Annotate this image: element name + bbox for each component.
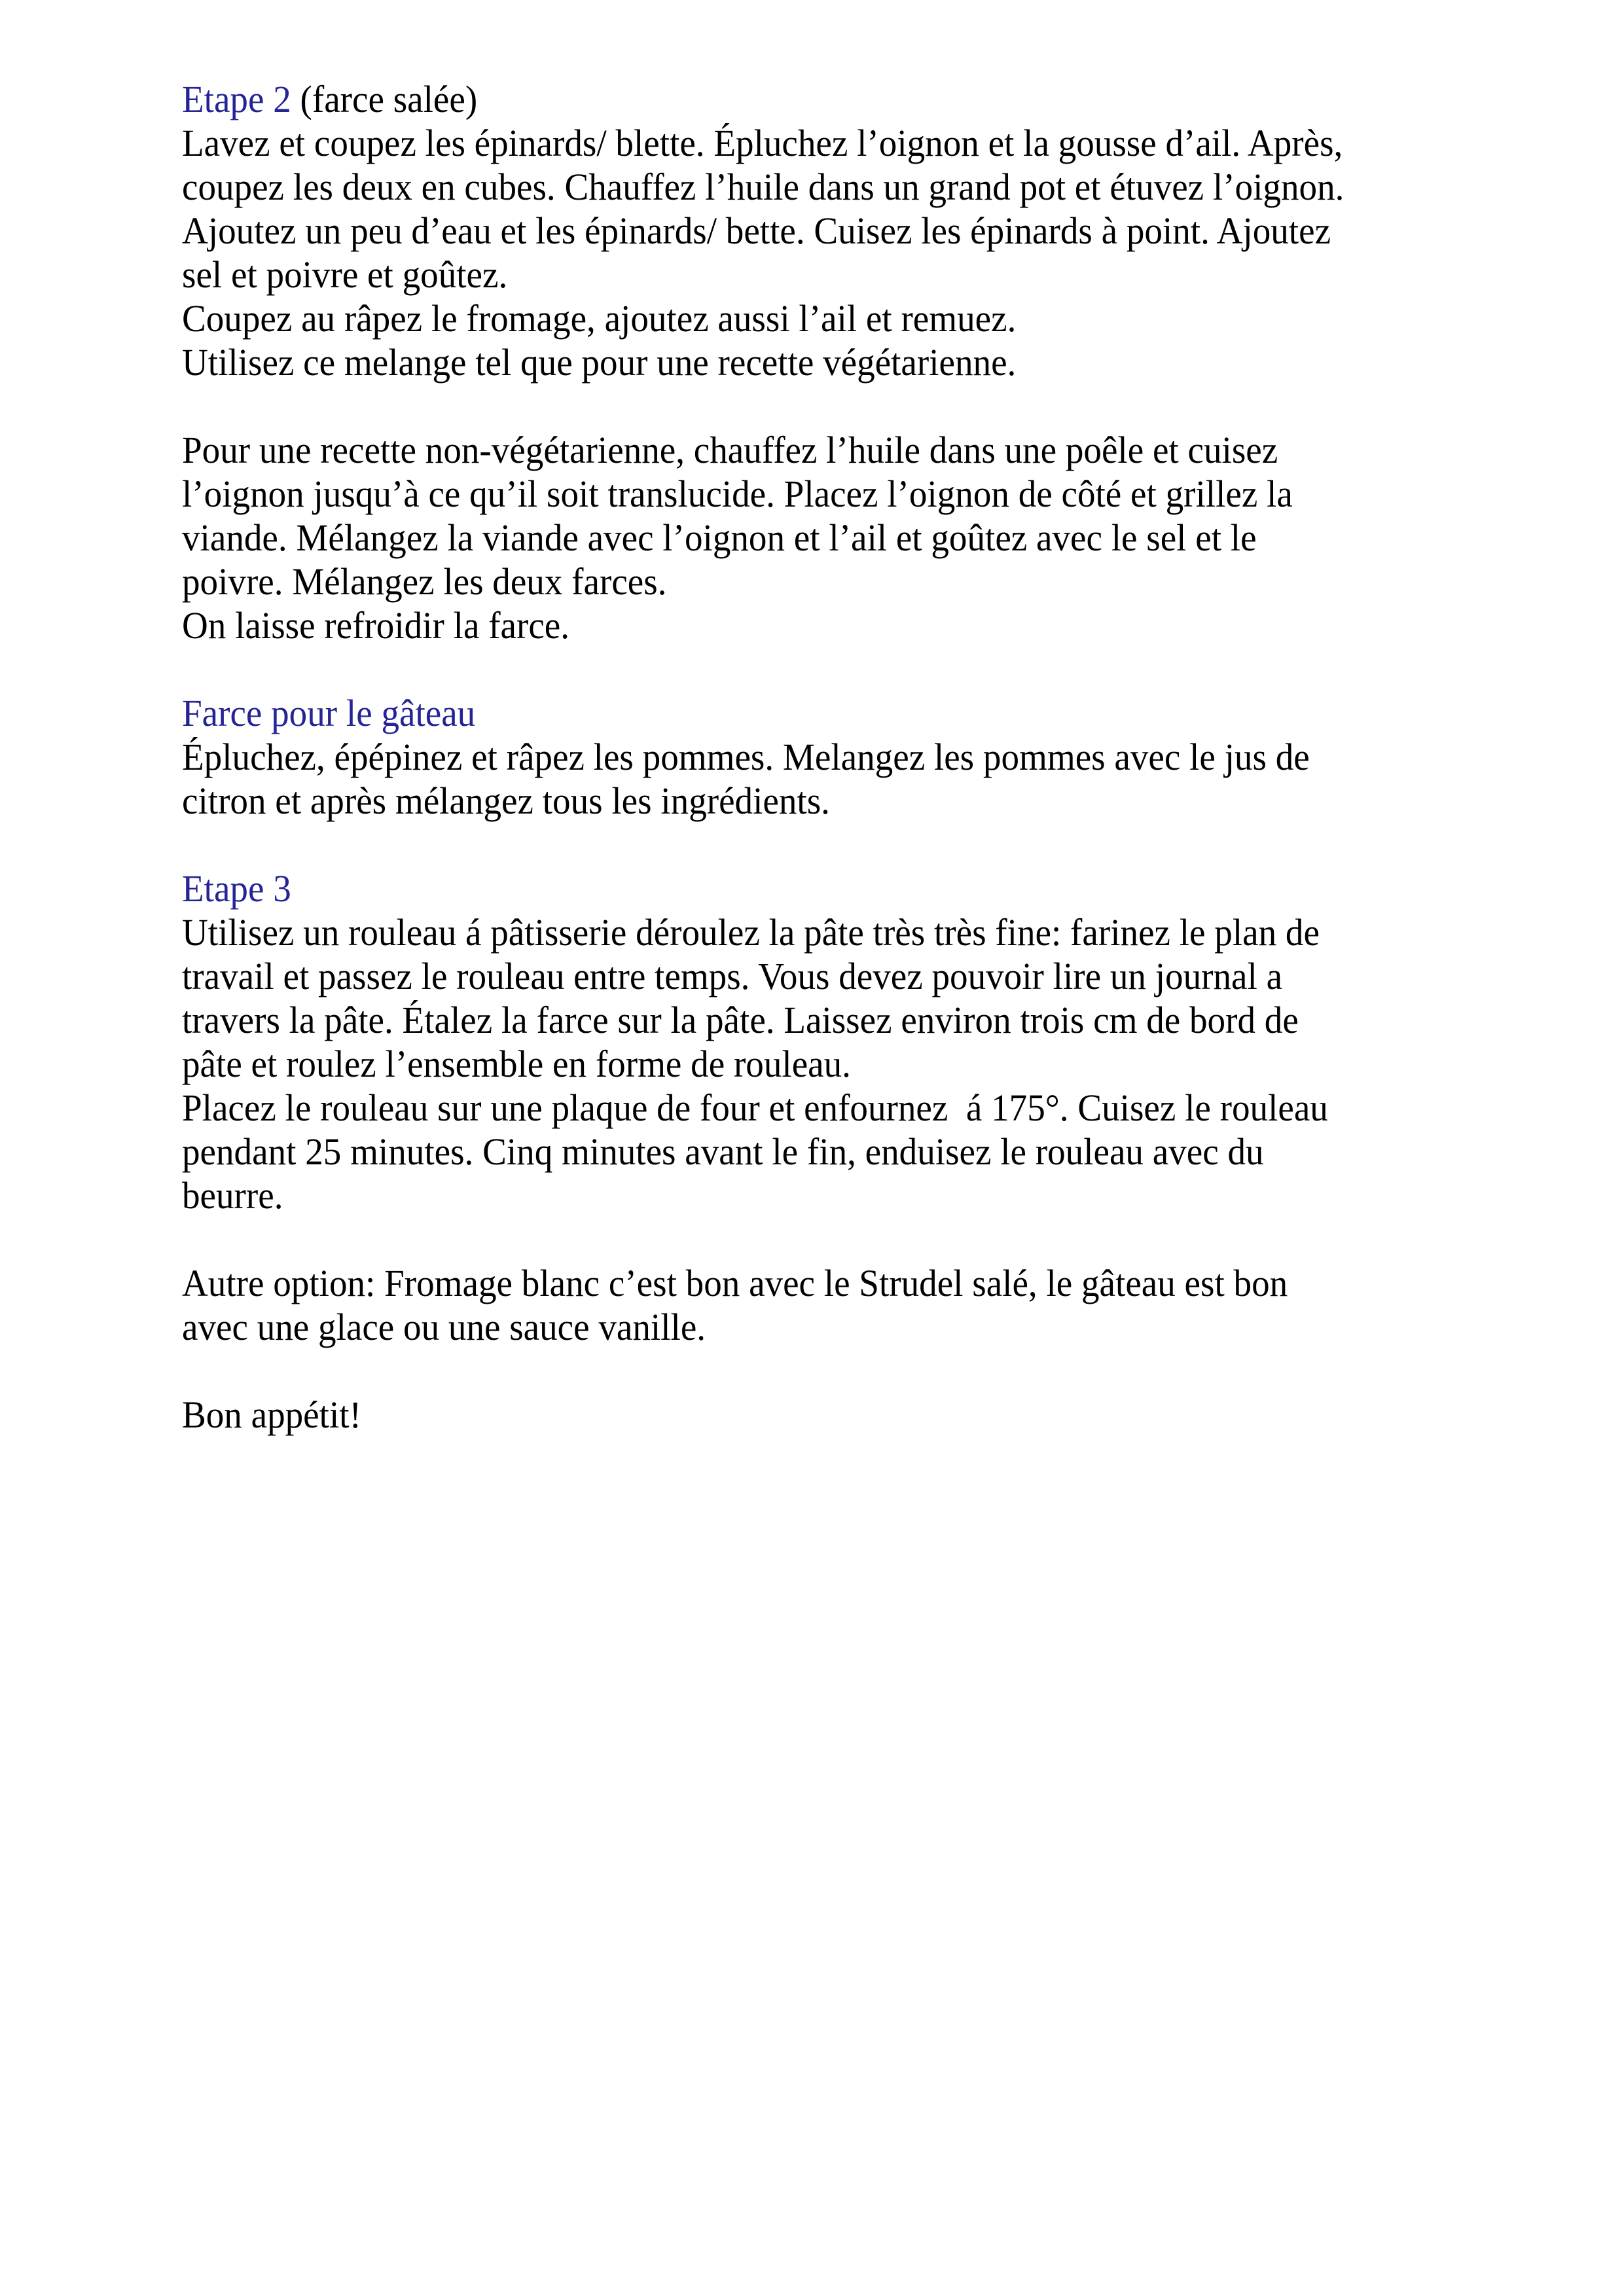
- text-line: l’oignon jusqu’à ce qu’il soit translucide. Placez l’oignon de côté et grillez la: [182, 473, 1293, 515]
- text-line: Pour une recette non-végétarienne, chauffez l’huile dans une poêle et cuisez: [182, 429, 1278, 471]
- text-line: travers la pâte. Étalez la farce sur la pâte. Laissez environ trois cm de bord de: [182, 999, 1299, 1041]
- blank-line: [182, 823, 1445, 867]
- text-line: coupez les deux en cubes. Chauffez l’huile dans un grand pot et étuvez l’oignon.: [182, 166, 1344, 208]
- text-line: poivre. Mélangez les deux farces.: [182, 560, 667, 603]
- blank-line: [182, 384, 1445, 428]
- blank-line: [182, 1217, 1445, 1261]
- text-line: Coupez au râpez le fromage, ajoutez aussi l’ail et remuez.: [182, 297, 1017, 340]
- text-line: Utilisez un rouleau á pâtisserie déroulez la pâte très très fine: farinez le plan de: [182, 911, 1320, 954]
- blank-line: [182, 1349, 1445, 1393]
- text-line: Utilisez ce melange tel que pour une recette végétarienne.: [182, 341, 1017, 384]
- text-line: beurre.: [182, 1174, 283, 1217]
- text-line: Autre option: Fromage blanc c’est bon avec le Strudel salé, le gâteau est bon: [182, 1262, 1288, 1304]
- text-line: Placez le rouleau sur une plaque de four et enfournez á 175°. Cuisez le rouleau: [182, 1086, 1328, 1129]
- text-line: Lavez et coupez les épinards/ blette. Épluchez l’oignon et la gousse d’ail. Après,: [182, 122, 1343, 164]
- section-heading-farce-pour-le-gateau: Farce pour le gâteau: [182, 692, 476, 734]
- section-heading-etape-3: Etape 3: [182, 867, 291, 910]
- text-line: travail et passez le rouleau entre temps. Vous devez pouvoir lire un journal a: [182, 955, 1283, 997]
- blank-line: [182, 647, 1445, 691]
- text-line: avec une glace ou une sauce vanille.: [182, 1306, 706, 1348]
- text-line: pendant 25 minutes. Cinq minutes avant le fin, enduisez le rouleau avec du: [182, 1130, 1264, 1173]
- section-heading-etape-2: [182, 77, 1445, 121]
- text-line: Bon appétit!: [182, 1393, 361, 1436]
- heading-text: Etape 2: [182, 78, 291, 120]
- text-line: Ajoutez un peu d’eau et les épinards/ bette. Cuisez les épinards à point. Ajoutez: [182, 209, 1331, 252]
- text-line: Épluchez, épépinez et râpez les pommes. Melangez les pommes avec le jus de: [182, 736, 1310, 778]
- text-line: viande. Mélangez la viande avec l’oignon et l’ail et goûtez avec le sel et le: [182, 516, 1257, 559]
- text-line: On laisse refroidir la farce.: [182, 604, 570, 647]
- text-line: citron et après mélangez tous les ingrédients.: [182, 780, 830, 822]
- recipe-text-block: [182, 77, 1511, 1437]
- text-line: pâte et roulez l’ensemble en forme de rouleau.: [182, 1043, 851, 1085]
- heading-suffix: (farce salée): [291, 78, 478, 120]
- text-line: sel et poivre et goûtez.: [182, 253, 508, 296]
